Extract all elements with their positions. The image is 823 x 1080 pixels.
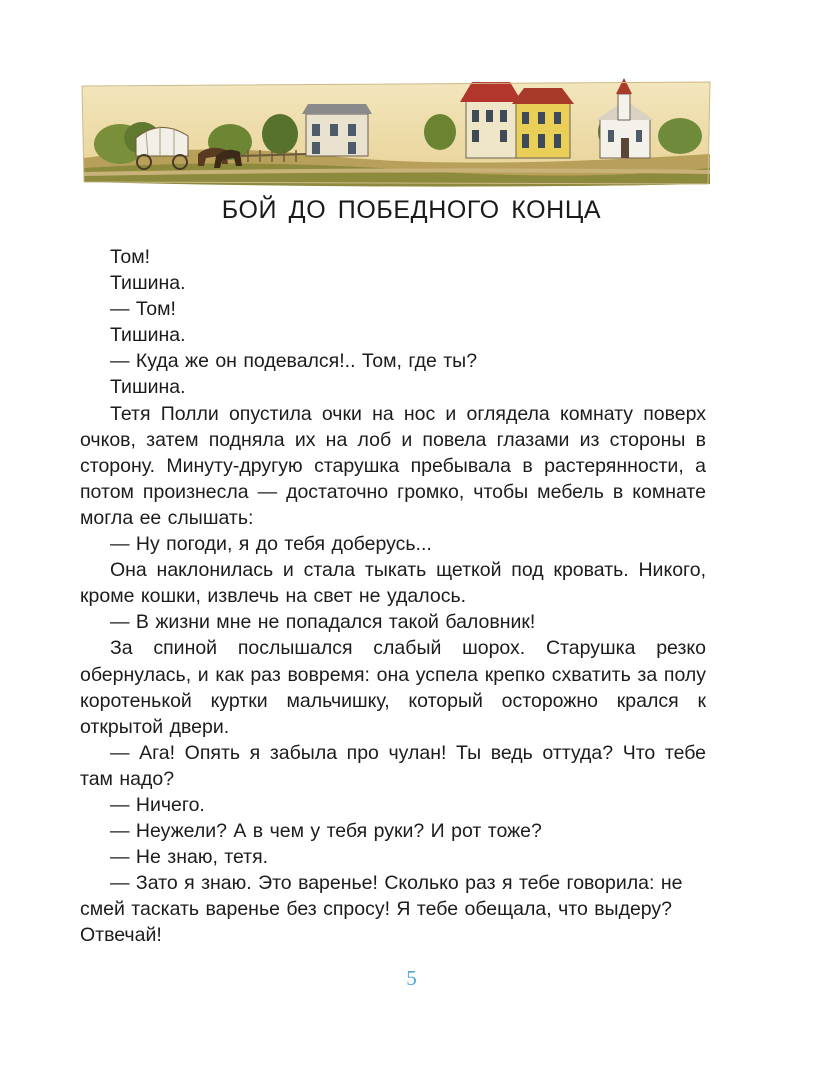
paragraph: Она наклонилась и стала тыкать щеткой под кровать. Никого, кроме кошки, извлечь на свет не удалось. <box>80 559 706 608</box>
paragraph: — Не знаю, тетя. <box>110 846 269 869</box>
page-number: 5 <box>406 966 417 990</box>
paragraph: — Зато я знаю. Это варенье! Сколько раз я тебе говорила: не смей таскать варенье без спросу! Я тебе обещала, что выдеру? Отвечай! <box>80 872 683 947</box>
paragraph: Том! <box>110 246 151 268</box>
paragraph: — Неужели? А в чем у тебя руки? И рот тоже? <box>110 820 542 843</box>
paragraph: — Том! <box>110 298 176 321</box>
paragraph: Тишина. <box>110 324 186 347</box>
paragraph: Тишина. <box>110 272 186 295</box>
paragraph: Тетя Полли опустила очки на нос и оглядела комнату поверх очков, затем подняла их на лоб и повела глазами из стороны в сторону. Минуту-другую старушка пребывала в растерянности, а потом произнесла — достаточно громко, чтобы мебель в комнате могла ее слышать: <box>80 402 706 529</box>
header-illustration <box>80 72 712 190</box>
paragraph: За спиной послышался слабый шорох. Старушка резко обернулась, и как раз вовремя: она успела крепко схватить за полу коротенькой куртки мальчишку, который осторожно крался к открытой двери. <box>80 637 706 738</box>
paragraph: — Куда же он подевался!.. Том, где ты? <box>110 350 478 373</box>
paragraph: — Ну погоди, я до тебя доберусь... <box>110 533 432 556</box>
paragraph: — Ага! Опять я забыла про чулан! Ты ведь оттуда? Что тебе там надо? <box>80 741 706 790</box>
paragraph: Тишина. <box>110 376 186 399</box>
body-text <box>80 244 706 949</box>
chapter-title: БОЙ ДО ПОБЕДНОГО КОНЦА <box>221 196 602 224</box>
paragraph: — Ничего. <box>110 793 205 816</box>
paragraph: — В жизни мне не попадался такой баловник! <box>110 611 536 634</box>
town-scene-illustration <box>80 72 712 190</box>
